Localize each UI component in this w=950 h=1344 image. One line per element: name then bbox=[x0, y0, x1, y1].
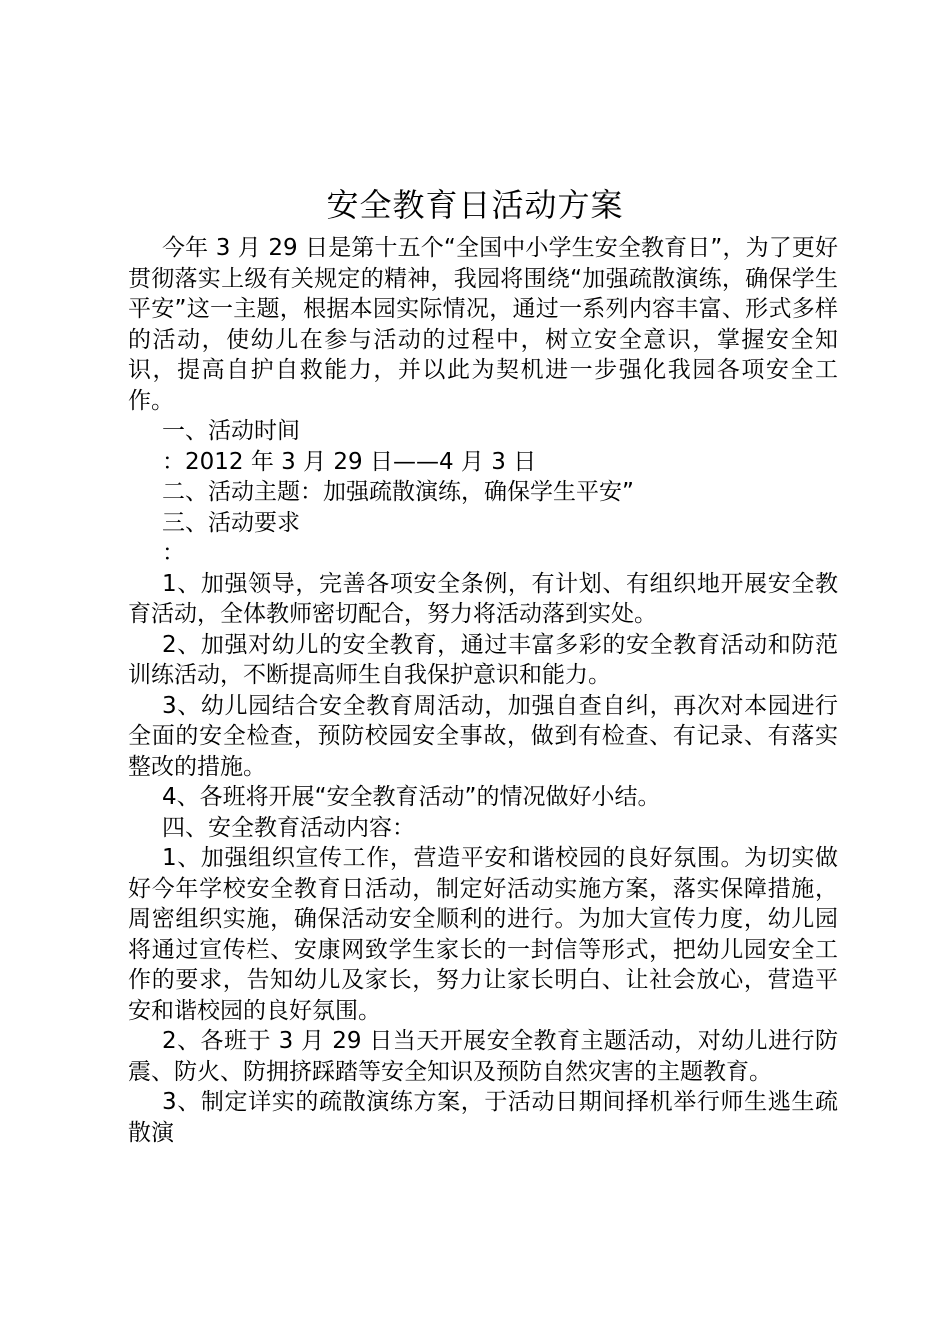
section-heading-requirements: 三、活动要求 bbox=[162, 509, 300, 536]
requirements-colon: ： bbox=[162, 540, 185, 566]
activity-date-range: ：2012 年 3 月 29 日——4 月 3 日 bbox=[162, 448, 537, 475]
content-item: 2、各班于 3 月 29 日当天开展安全教育主题活动，对幼儿进行防震、防火、防拥挤踩踏等安全知识及预防自然灾害的主题教育。 bbox=[128, 1028, 838, 1085]
requirement-item: 1、加强领导，完善各项安全条例，有计划、有组织地开展安全教育活动，全体教师密切配合，努力将活动落到实处。 bbox=[128, 570, 838, 627]
content-item: 1、加强组织宣传工作，营造平安和谐校园的良好氛围。为切实做好今年学校安全教育日活动，制定好活动实施方案，落实保障措施，周密组织实施，确保活动安全顺利的进行。为加大宣传力度，幼儿园将通过宣传栏、安康网致学生家长的一封信等形式，把幼儿园安全工作的要求，告知幼儿及家长，努力让家长明白、让社会放心，营造平安和谐校园的良好氛围。 bbox=[128, 845, 838, 1024]
requirement-item: 4、各班将开展“安全教育活动”的情况做好小结。 bbox=[162, 784, 661, 810]
content-item: 3、制定详实的疏散演练方案，于活动日期间择机举行师生逃生疏散演 bbox=[128, 1089, 838, 1146]
section-heading-content: 四、安全教育活动内容： bbox=[162, 814, 415, 841]
requirement-item: 2、加强对幼儿的安全教育，通过丰富多彩的安全教育活动和防范训练活动，不断提高师生自我保护意识和能力。 bbox=[128, 631, 838, 688]
section-heading-time: 一、活动时间 bbox=[162, 418, 300, 444]
requirement-item: 3、幼儿园结合安全教育周活动，加强自查自纠，再次对本园进行全面的安全检查，预防校园安全事故，做到有检查、有记录、有落实整改的措施。 bbox=[128, 692, 838, 780]
document-title: 安全教育日活动方案 bbox=[326, 186, 624, 224]
intro-paragraph: 今年 3 月 29 日是第十五个“全国中小学生安全教育日”，为了更好贯彻落实上级有关规定的精神，我园将围绕“加强疏散演练，确保学生平安”这一主题，根据本园实际情况，通过一系列内容丰富、形式多样的活动，使幼儿在参与活动的过程中，树立安全意识，掌握安全知识，提高自护自救能力，并以此为契机进一步强化我园各项安全工作。 bbox=[128, 235, 838, 414]
section-heading-theme: 二、活动主题：加强疏散演练，确保学生平安” bbox=[162, 479, 634, 505]
document-body bbox=[128, 233, 838, 1148]
